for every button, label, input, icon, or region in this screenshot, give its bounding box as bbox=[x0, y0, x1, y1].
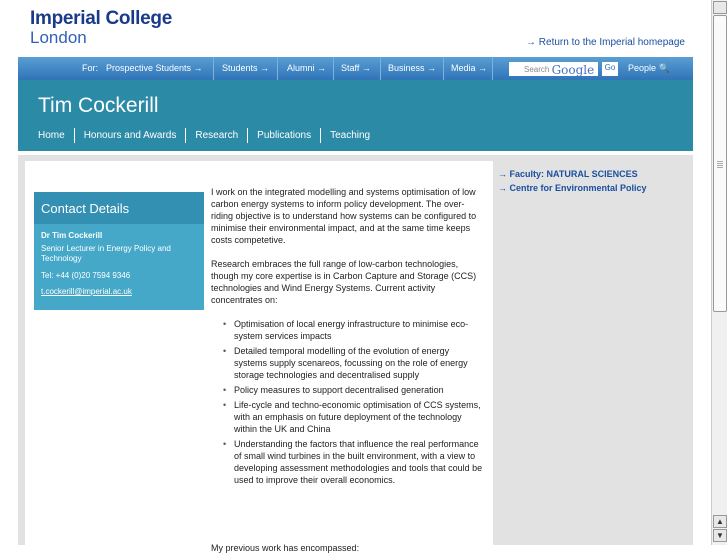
brand-line1: Imperial College bbox=[30, 8, 172, 29]
bio-paragraph: I work on the integrated modelling and systems optimisation of low carbon energy systems to inform policy development. The over-riding objective is to understand how systems can be configured to minimise their environmental impact, and at the same time keeps costs competetive. bbox=[211, 187, 477, 245]
tab-honours-and-awards[interactable]: Honours and Awards bbox=[74, 128, 186, 143]
scroll-down-button[interactable]: ▼ bbox=[713, 529, 727, 542]
scrollbar-grip-icon bbox=[717, 161, 723, 169]
list-item: • Policy measures to support decentralised generation bbox=[223, 384, 483, 396]
contact-details-box bbox=[34, 192, 204, 310]
search-go-button[interactable]: Go bbox=[602, 62, 618, 76]
scroll-up-button-lower[interactable]: ▲ bbox=[713, 515, 727, 528]
list-item: • Life-cycle and techno-economic optimisation of CCS systems, with an emphasis on future deployment of the technology within the UK and China bbox=[223, 399, 483, 435]
tab-publications[interactable]: Publications bbox=[247, 128, 320, 143]
nav-separator bbox=[213, 57, 214, 80]
nav-separator bbox=[492, 57, 493, 80]
people-search-link[interactable]: People 🔍 bbox=[628, 63, 670, 73]
global-nav bbox=[18, 57, 693, 80]
nav-separator bbox=[277, 57, 278, 80]
scrollbar-thumb[interactable] bbox=[713, 15, 727, 312]
side-links bbox=[498, 167, 647, 195]
nav-business[interactable]: Business → bbox=[388, 63, 437, 73]
biography bbox=[211, 186, 483, 553]
bio-cut-line: My previous work has encompassed: bbox=[211, 543, 360, 553]
research-list bbox=[223, 318, 483, 486]
nav-alumni[interactable]: Alumni → bbox=[287, 63, 327, 73]
list-item: • Optimisation of local energy infrastructure to minimise eco-system services impacts bbox=[223, 318, 483, 342]
bio-paragraph: Research embraces the full range of low-carbon technologies, though my core expertise is in Carbon Capture and Storage (CCS) technologies and Wind Energy Systems. Current activity concentrates on: bbox=[211, 259, 477, 305]
profile-banner bbox=[18, 80, 693, 151]
google-logo: Google bbox=[551, 63, 595, 77]
vertical-scrollbar[interactable] bbox=[711, 0, 727, 545]
nav-media[interactable]: Media → bbox=[451, 63, 488, 73]
tab-teaching[interactable]: Teaching bbox=[320, 128, 379, 143]
nav-separator bbox=[443, 57, 444, 80]
imperial-logo[interactable] bbox=[30, 9, 172, 46]
scroll-up-button[interactable] bbox=[713, 1, 727, 14]
faculty-link[interactable]: → Faculty: NATURAL SCIENCES bbox=[498, 169, 638, 179]
brand-line2: London bbox=[30, 28, 87, 47]
nav-for-label: For: bbox=[82, 63, 99, 73]
return-homepage-link[interactable]: → Return to the Imperial homepage bbox=[526, 37, 685, 48]
contact-telephone: Tel: +44 (0)20 7594 9346 bbox=[41, 271, 131, 280]
contact-email-link[interactable]: t.cockerill@imperial.ac.uk bbox=[41, 287, 132, 296]
nav-staff[interactable]: Staff → bbox=[341, 63, 371, 73]
nav-students[interactable]: Students → bbox=[222, 63, 270, 73]
nav-prospective-students[interactable]: Prospective Students → bbox=[106, 63, 203, 73]
department-link[interactable]: → Centre for Environmental Policy bbox=[498, 183, 647, 193]
page-title: Tim Cockerill bbox=[38, 94, 159, 117]
nav-separator bbox=[333, 57, 334, 80]
list-item: • Detailed temporal modelling of the evolution of energy systems supply scenareos, focussing on the role of energy storage technologies and decentralised supply bbox=[223, 345, 483, 381]
search-placeholder: Search bbox=[524, 65, 550, 74]
tab-home[interactable]: Home bbox=[38, 130, 65, 141]
search-input[interactable] bbox=[509, 62, 598, 76]
contact-heading: Contact Details bbox=[34, 192, 204, 224]
tab-research[interactable]: Research bbox=[185, 128, 247, 143]
contact-title: Senior Lecturer in Energy Policy and Technology bbox=[41, 244, 171, 263]
list-item: • Understanding the factors that influence the real performance of small wind turbines in the built environment, with a view to developing assessment methodologies and tools that could be used to improve their overall economics. bbox=[223, 438, 483, 486]
nav-separator bbox=[380, 57, 381, 80]
profile-subnav bbox=[38, 128, 379, 143]
contact-name: Dr Tim Cockerill bbox=[41, 231, 103, 240]
